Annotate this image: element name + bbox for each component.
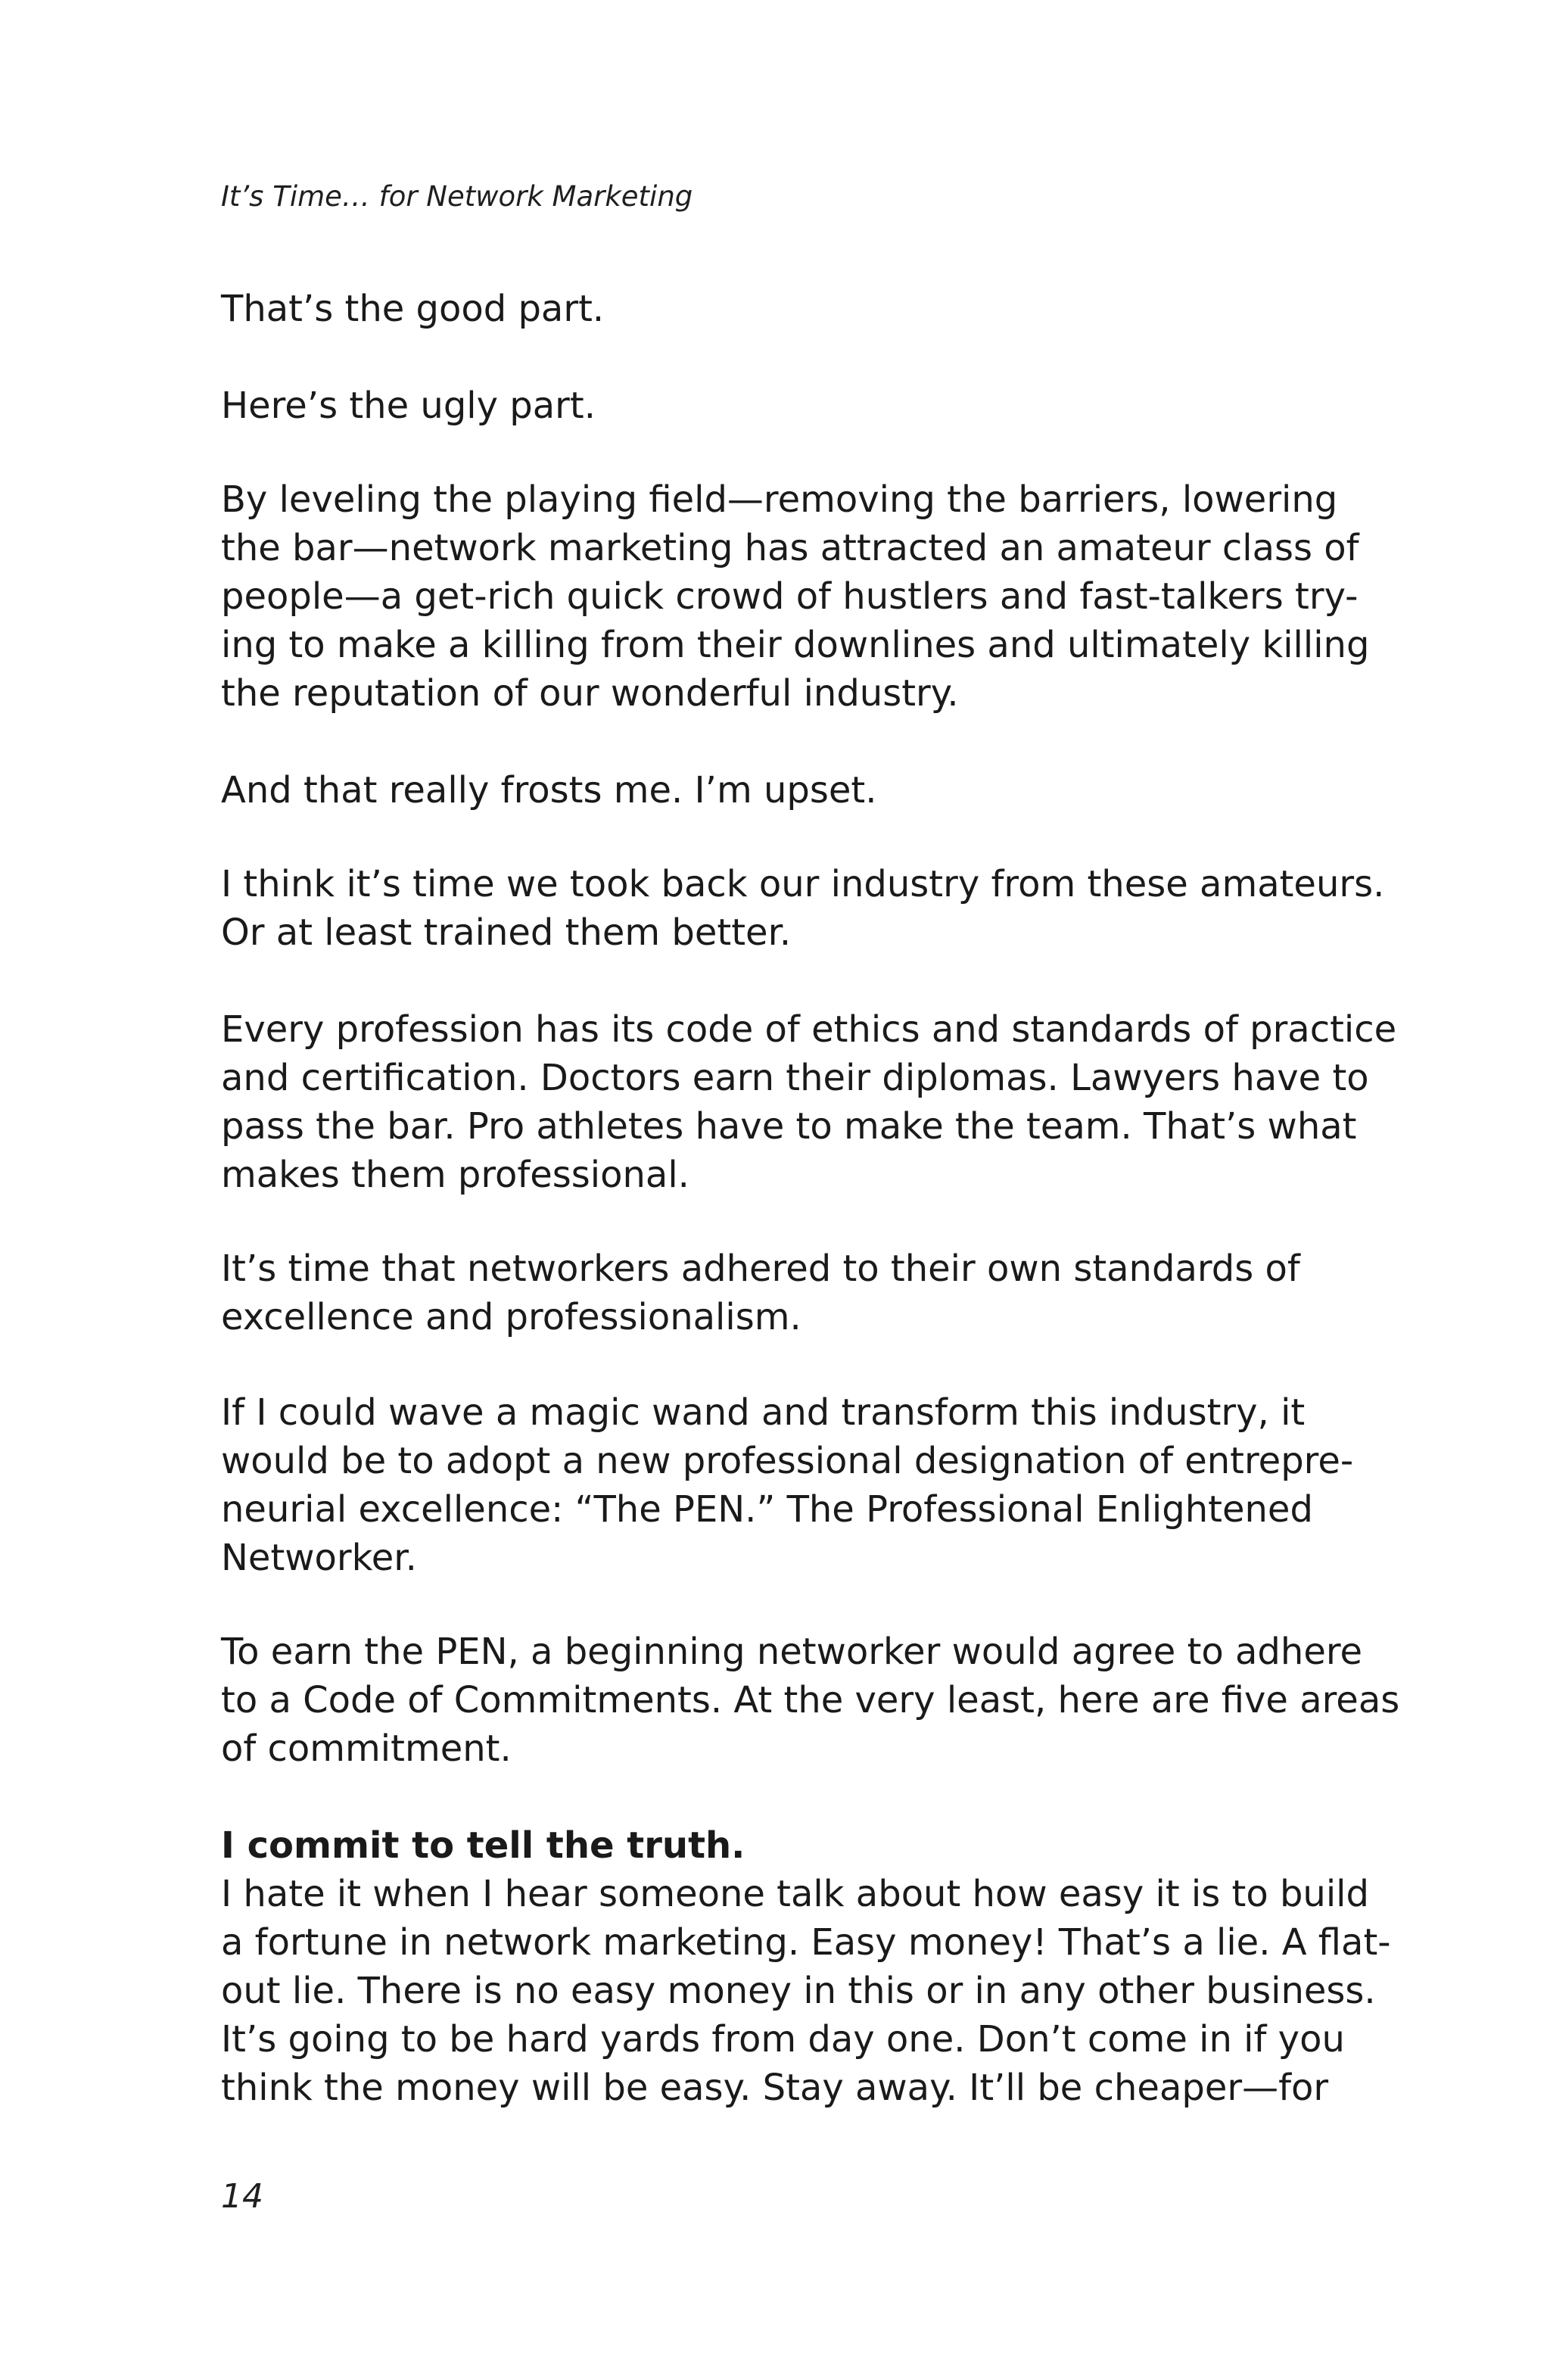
paragraph <box>221 1628 1400 1773</box>
text-line: pass the bar. Pro athletes have to make the team. That’s what <box>221 1105 1357 1148</box>
text-line: the reputation of our wonderful industry. <box>221 672 959 715</box>
paragraph <box>221 860 1385 957</box>
text-line: the bar—network marketing has attracted an amateur class of <box>221 527 1359 569</box>
text-line: I think it’s time we took back our industry from these amateurs. <box>221 863 1385 905</box>
paragraph <box>221 766 1371 815</box>
text-line: Every profession has its code of ethics and standards of practice <box>221 1008 1397 1051</box>
text-line: to a Code of Commitments. At the very least, here are five areas <box>221 1679 1400 1721</box>
text-line: of commitment. <box>221 1727 512 1770</box>
text-line: Networker. <box>221 1537 417 1579</box>
text-line: By leveling the playing field—removing the barriers, lowering <box>221 478 1338 521</box>
paragraph <box>221 1005 1397 1199</box>
text-line: makes them professional. <box>221 1154 689 1196</box>
page-number: 14 <box>221 2177 263 2216</box>
text-line: And that really frosts me. I’m upset. <box>221 769 877 812</box>
text-line: It’s time that networkers adhered to their own standards of <box>221 1248 1300 1290</box>
text-line: Here’s the ugly part. <box>221 385 596 427</box>
text-line: Or at least trained them better. <box>221 911 792 954</box>
text-line: people—a get-rich quick crowd of hustlers and fast-talkers try- <box>221 575 1359 618</box>
text-line: neurial excellence: “The PEN.” The Professional Enlightened <box>221 1488 1313 1531</box>
paragraph <box>221 1388 1371 1582</box>
paragraph <box>221 475 1371 718</box>
text-line: If I could wave a magic wand and transform this industry, it <box>221 1391 1306 1434</box>
paragraph <box>221 1245 1371 1341</box>
text-line: ing to make a killing from their downlines and ultimately killing <box>221 624 1370 666</box>
text-line: would be to adopt a new professional designation of entrepre- <box>221 1440 1354 1482</box>
text-line: That’s the good part. <box>221 288 605 330</box>
section-heading: I commit to tell the truth. <box>221 1824 745 1867</box>
paragraph <box>221 285 1371 333</box>
text-line: out lie. There is no easy money in this or in any other business. <box>221 1970 1376 2012</box>
text-line: I hate it when I hear someone talk about how easy it is to build <box>221 1873 1369 1915</box>
text-line: think the money will be easy. Stay away. It’ll be cheaper—for <box>221 2067 1329 2109</box>
paragraph <box>221 382 1371 430</box>
text-line: excellence and professionalism. <box>221 1296 801 1338</box>
text-line: It’s going to be hard yards from day one. Don’t come in if you <box>221 2018 1345 2061</box>
text-line: To earn the PEN, a beginning networker would agree to adhere <box>221 1631 1363 1673</box>
text-line: and certification. Doctors earn their diplomas. Lawyers have to <box>221 1057 1369 1099</box>
text-line: a fortune in network marketing. Easy money! That’s a lie. A flat- <box>221 1921 1391 1964</box>
section <box>221 1821 1391 2112</box>
running-head: It’s Time… for Network Marketing <box>221 180 693 213</box>
